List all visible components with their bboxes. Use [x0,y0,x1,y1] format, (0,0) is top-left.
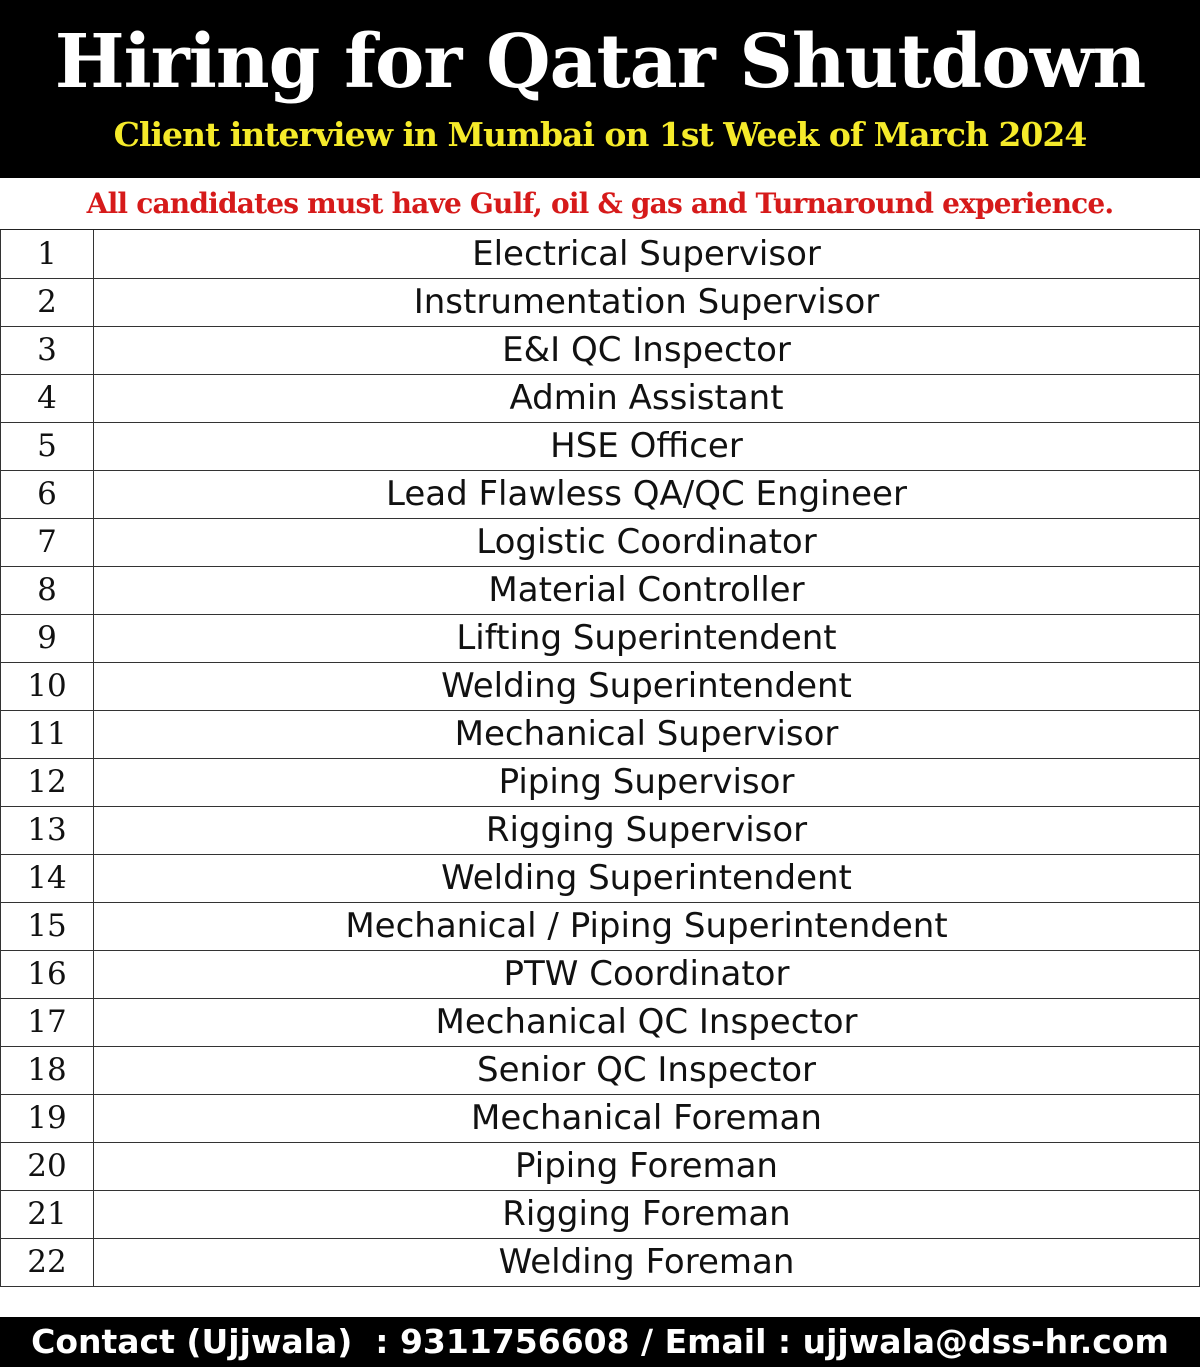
position-title: Welding Superintendent [94,662,1200,710]
table-row [1,1142,1200,1190]
position-title: Mechanical Foreman [94,1094,1200,1142]
row-number: 12 [1,758,94,806]
row-number: 5 [1,422,94,470]
table-row [1,470,1200,518]
table-row [1,1094,1200,1142]
position-title: Lifting Superintendent [94,614,1200,662]
table-row [1,230,1200,278]
positions-body [1,230,1200,1286]
header-banner [0,0,1200,178]
table-row [1,422,1200,470]
row-number: 20 [1,1142,94,1190]
position-title: Rigging Supervisor [94,806,1200,854]
table-row [1,854,1200,902]
row-number: 15 [1,902,94,950]
row-number: 11 [1,710,94,758]
table-row [1,1046,1200,1094]
table-row [1,1190,1200,1238]
position-title: Electrical Supervisor [94,230,1200,278]
row-number: 14 [1,854,94,902]
position-title: Rigging Foreman [94,1190,1200,1238]
interview-subtitle: Client interview in Mumbai on 1st Week of March 2024 [113,115,1087,154]
row-number: 6 [1,470,94,518]
row-number: 10 [1,662,94,710]
table-row [1,758,1200,806]
row-number: 4 [1,374,94,422]
table-row [1,710,1200,758]
table-row [1,518,1200,566]
position-title: Mechanical QC Inspector [94,998,1200,1046]
row-number: 19 [1,1094,94,1142]
table-row [1,1238,1200,1286]
position-title: Piping Foreman [94,1142,1200,1190]
row-number: 13 [1,806,94,854]
position-title: Welding Foreman [94,1238,1200,1286]
row-number: 7 [1,518,94,566]
table-row [1,806,1200,854]
contact-footer: Contact (Ujjwala) : 9311756608 / Email : ujjwala@dss-hr.com [0,1317,1200,1367]
position-title: Mechanical / Piping Superintendent [94,902,1200,950]
row-number: 3 [1,326,94,374]
position-title: Piping Supervisor [94,758,1200,806]
position-title: Lead Flawless QA/QC Engineer [94,470,1200,518]
table-row [1,902,1200,950]
row-number: 1 [1,230,94,278]
row-number: 16 [1,950,94,998]
position-title: Logistic Coordinator [94,518,1200,566]
table-row [1,566,1200,614]
position-title: Material Controller [94,566,1200,614]
row-number: 8 [1,566,94,614]
table-row [1,614,1200,662]
row-number: 17 [1,998,94,1046]
table-row [1,950,1200,998]
row-number: 22 [1,1238,94,1286]
position-title: Welding Superintendent [94,854,1200,902]
position-title: Admin Assistant [94,374,1200,422]
requirement-notice: All candidates must have Gulf, oil & gas and Turnaround experience. [0,178,1200,230]
position-title: PTW Coordinator [94,950,1200,998]
table-row [1,278,1200,326]
page-title: Hiring for Qatar Shutdown [54,19,1146,105]
position-title: Instrumentation Supervisor [94,278,1200,326]
position-title: E&I QC Inspector [94,326,1200,374]
positions-table [0,230,1200,1287]
position-title: Mechanical Supervisor [94,710,1200,758]
row-number: 2 [1,278,94,326]
position-title: Senior QC Inspector [94,1046,1200,1094]
row-number: 9 [1,614,94,662]
table-row [1,374,1200,422]
position-title: HSE Officer [94,422,1200,470]
table-row [1,998,1200,1046]
table-row [1,326,1200,374]
row-number: 21 [1,1190,94,1238]
table-row [1,662,1200,710]
row-number: 18 [1,1046,94,1094]
